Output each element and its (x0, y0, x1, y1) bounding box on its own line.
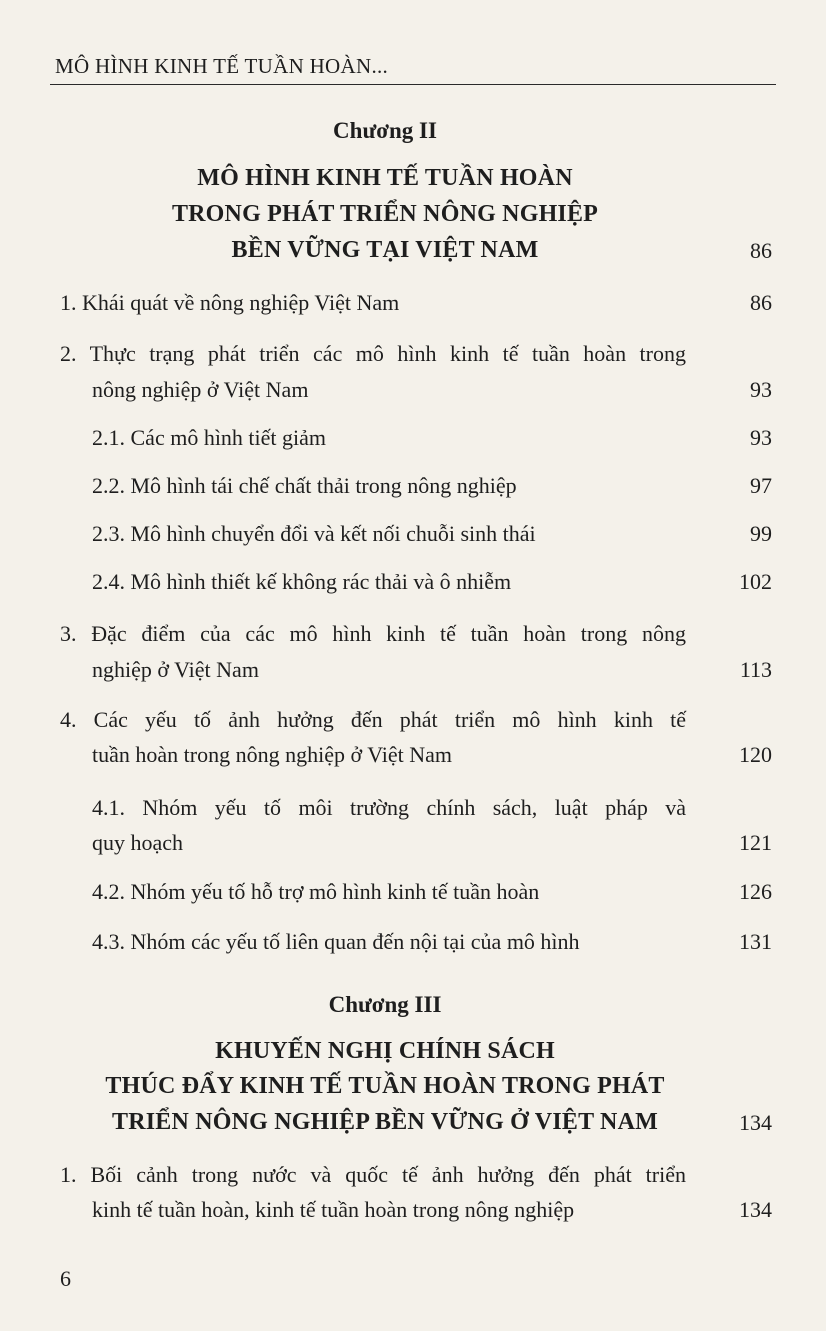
toc-entry-line: 1. Khái quát về nông nghiệp Việt Nam (60, 290, 400, 315)
toc-entry-line: kinh tế tuần hoàn, kinh tế tuần hoàn trong nông nghiệp (92, 1197, 575, 1222)
page-number: 102 (739, 569, 772, 594)
toc-entry-line: 2.2. Mô hình tái chế chất thải trong nông nghiệp (92, 473, 517, 498)
page-number: 113 (739, 657, 772, 682)
page-number: 131 (739, 929, 772, 954)
toc-entry-line: 2.3. Mô hình chuyển đổi và kết nối chuỗi sinh thái (92, 521, 536, 546)
chapter-title-line: MÔ HÌNH KINH TẾ TUẦN HOÀN (197, 165, 573, 191)
toc-entry-line: 2.1. Các mô hình tiết giảm (92, 425, 327, 450)
toc-entry-line: 2. Thực trạng phát triển các mô hình kinh tế tuần hoàn trong (60, 341, 686, 366)
toc-entry-line: 4.2. Nhóm yếu tố hỗ trợ mô hình kinh tế tuần hoàn (92, 879, 540, 904)
running-header: MÔ HÌNH KINH TẾ TUẦN HOÀN... (55, 54, 389, 78)
page-number: 97 (750, 473, 772, 498)
toc-entry-line: quy hoạch (92, 830, 184, 855)
folio-page-number: 6 (60, 1266, 71, 1291)
page-number: 93 (750, 377, 772, 402)
header-rule (50, 84, 776, 85)
chapter-title-line: THÚC ĐẨY KINH TẾ TUẦN HOÀN TRONG PHÁT (105, 1073, 665, 1099)
toc-entry-line: tuần hoàn trong nông nghiệp ở Việt Nam (92, 742, 453, 767)
page-number: 86 (750, 290, 772, 315)
page-number: 86 (750, 238, 772, 263)
page-number: 120 (739, 742, 772, 767)
toc-entry-line: 4.1. Nhóm yếu tố môi trường chính sách, luật pháp và (92, 795, 686, 820)
toc-entry-line: 4. Các yếu tố ảnh hưởng đến phát triển mô hình kinh tế (60, 707, 686, 732)
chapter-title-line: KHUYẾN NGHỊ CHÍNH SÁCH (215, 1038, 555, 1064)
page-number: 134 (739, 1110, 772, 1135)
chapter-label: Chương II (333, 118, 437, 143)
toc-entry-line: 1. Bối cảnh trong nước và quốc tế ảnh hưởng đến phát triển (60, 1162, 686, 1187)
page-number: 93 (750, 425, 772, 450)
page-number: 121 (739, 830, 772, 855)
page-number: 99 (750, 521, 772, 546)
toc-entry-line: 2.4. Mô hình thiết kế không rác thải và ô nhiễm (92, 569, 512, 594)
page-number: 134 (739, 1197, 772, 1222)
page-number: 126 (739, 879, 772, 904)
toc-entry-line: 4.3. Nhóm các yếu tố liên quan đến nội tại của mô hình (92, 929, 580, 954)
toc-entry-line: nông nghiệp ở Việt Nam (92, 377, 309, 402)
chapter-title-line: TRONG PHÁT TRIỂN NÔNG NGHIỆP (171, 201, 599, 227)
chapter-label: Chương III (328, 992, 442, 1017)
chapter-title-line: TRIỂN NÔNG NGHIỆP BỀN VỮNG Ở VIỆT NAM (112, 1109, 658, 1135)
chapter-title-line: BỀN VỮNG TẠI VIỆT NAM (231, 237, 539, 263)
toc-entry-line: 3. Đặc điểm của các mô hình kinh tế tuần hoàn trong nông (60, 621, 686, 646)
toc-entry-line: nghiệp ở Việt Nam (92, 657, 259, 682)
